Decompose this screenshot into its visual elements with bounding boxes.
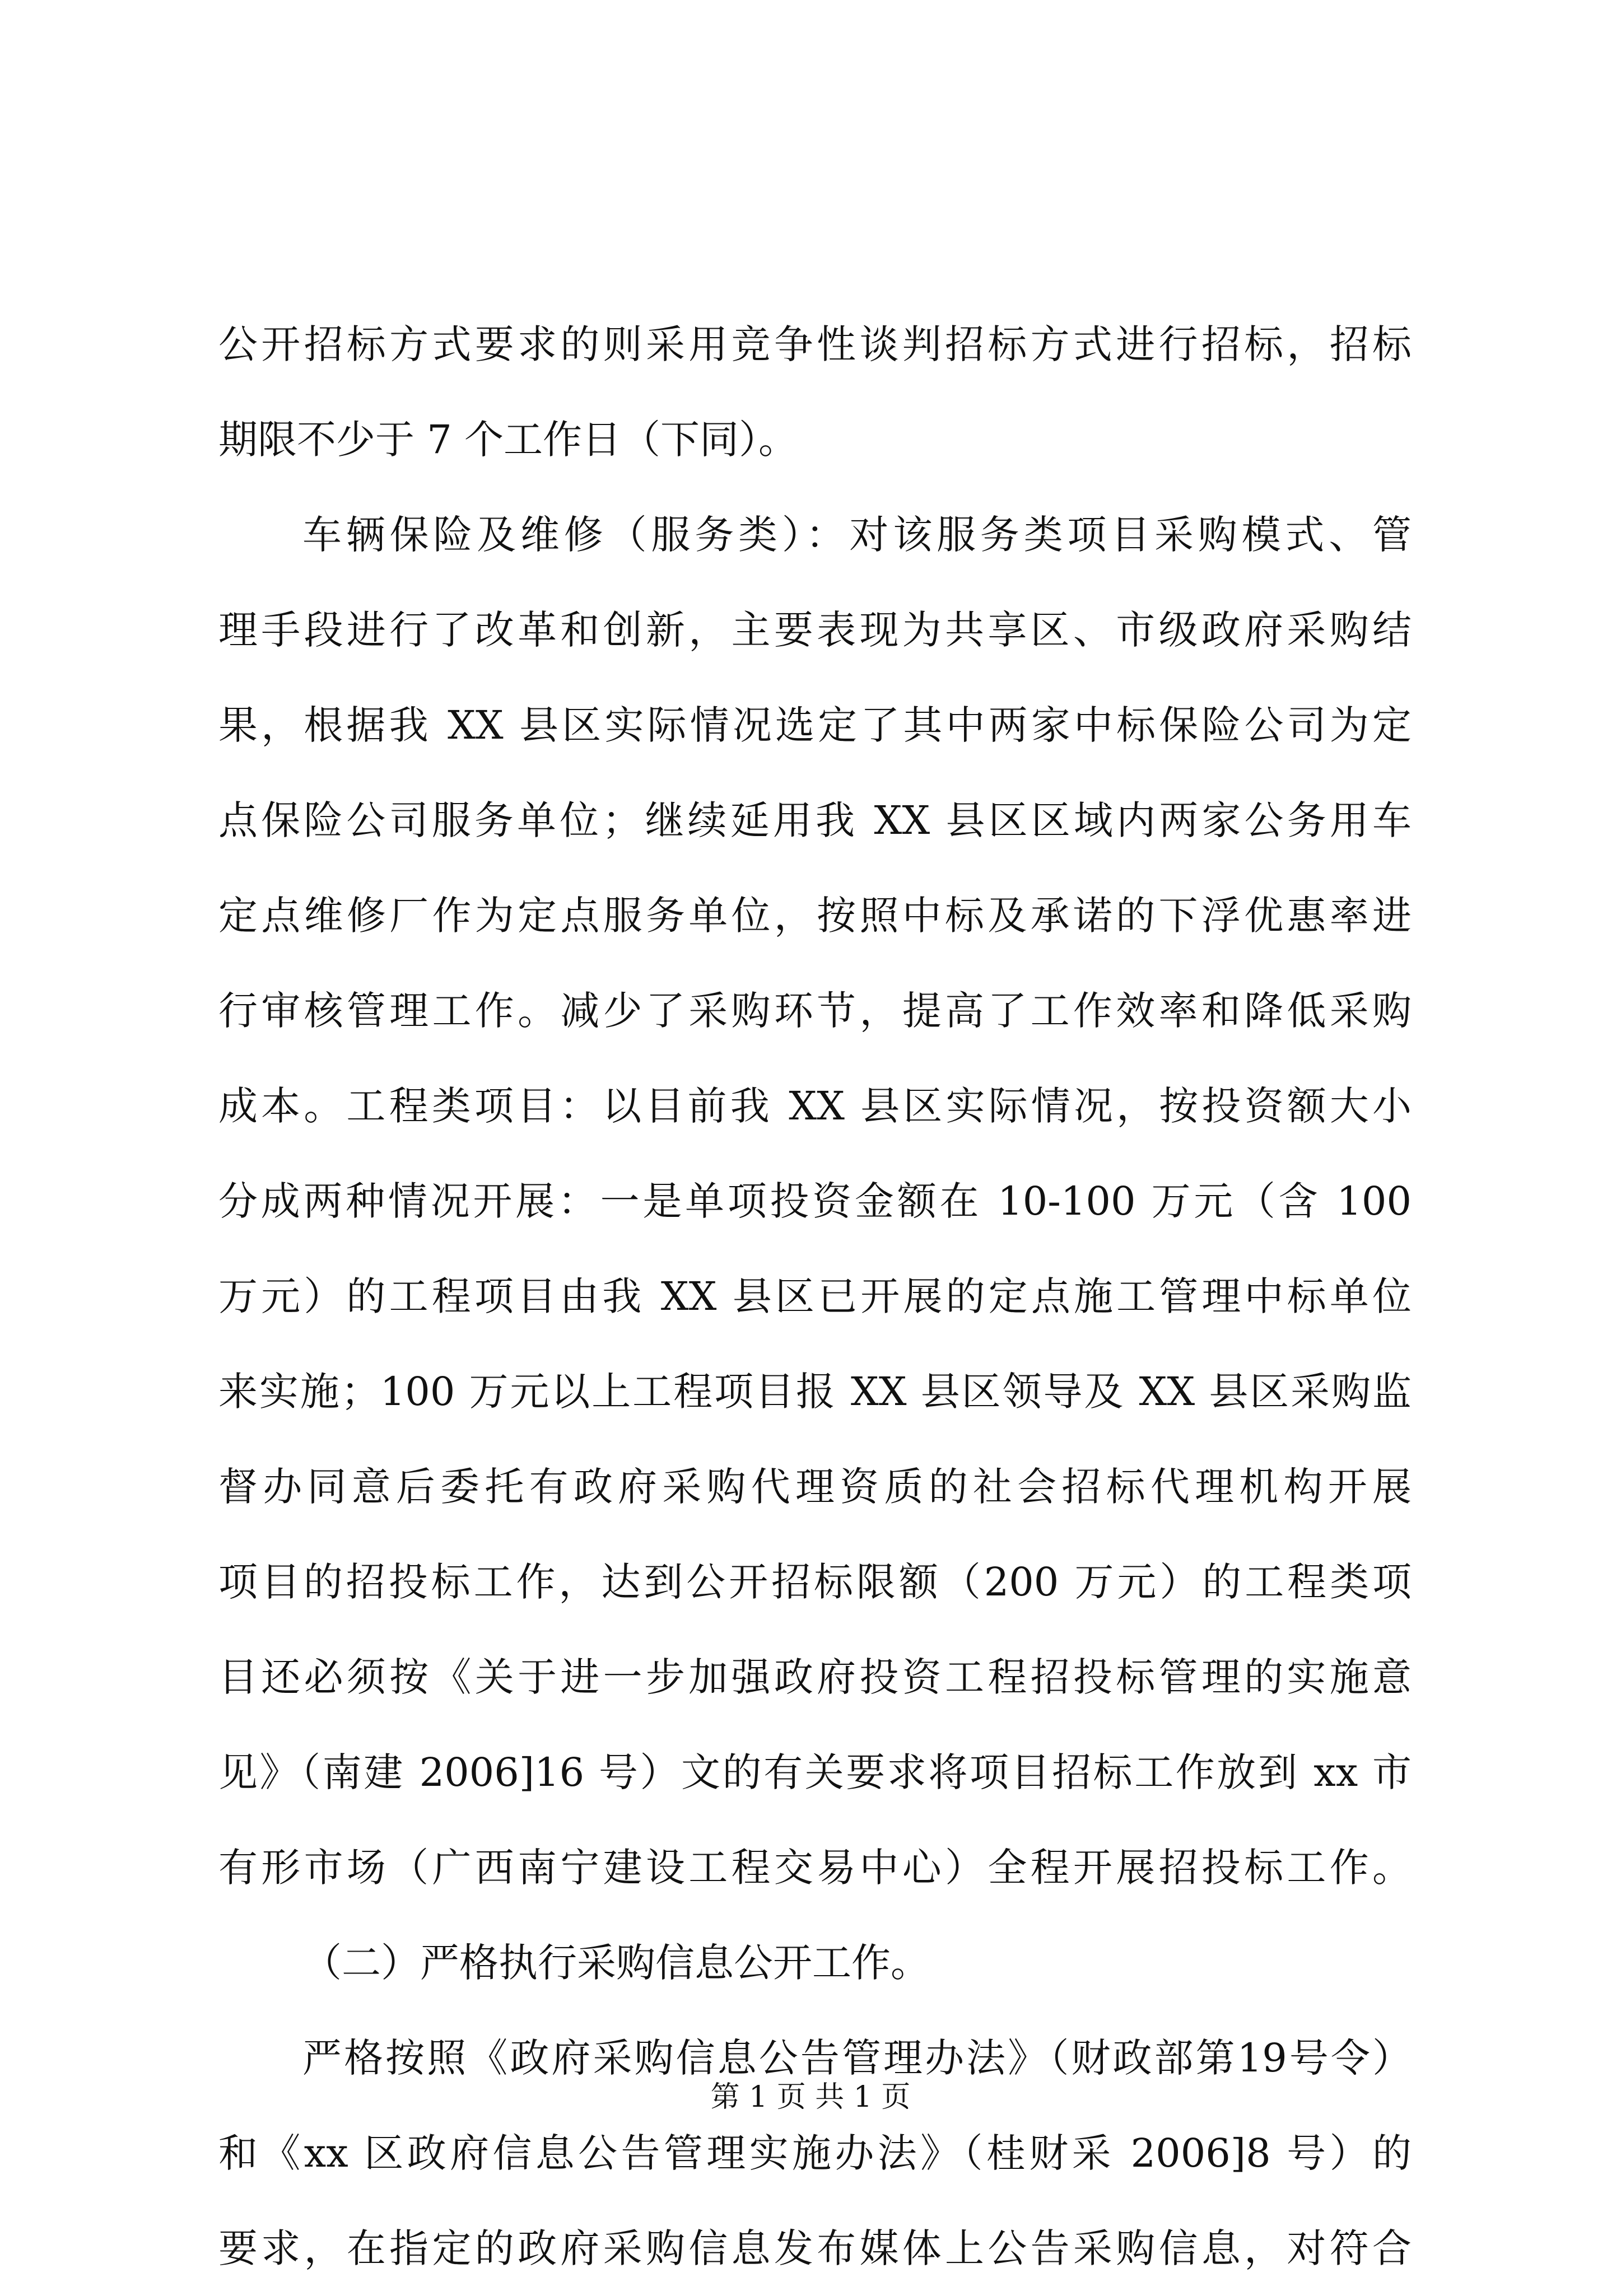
text-line: 有形市场（广西南宁建设工程交易中心）全程开展招投标工作。 (218, 1845, 1412, 1891)
text-line: 和《xx 区政府信息公告管理实施办法》（桂财采 2006]8 号）的 (218, 2130, 1412, 2176)
text-line: 公开招标方式要求的则采用竞争性谈判招标方式进行招标，招标 (218, 321, 1412, 367)
text-line: 督办同意后委托有政府采购代理资质的社会招标代理机构开展 (218, 1464, 1412, 1510)
text-line: 目还必须按《关于进一步加强政府投资工程招投标管理的实施意 (218, 1654, 1412, 1700)
text-line: （二）严格执行采购信息公开工作。 (302, 1940, 930, 1986)
text-line: 果，根据我 XX 县区实际情况选定了其中两家中标保险公司为定 (218, 702, 1412, 748)
text-line: 定点维修厂作为定点服务单位，按照中标及承诺的下浮优惠率进 (218, 893, 1412, 939)
text-line: 见》（南建 2006]16 号）文的有关要求将项目招标工作放到 xx 市 (218, 1749, 1412, 1795)
text-line: 要求，在指定的政府采购信息发布媒体上公告采购信息，对符合 (218, 2225, 1412, 2271)
text-line: 项目的招投标工作，达到公开招标限额（200 万元）的工程类项 (218, 1559, 1412, 1605)
body-text (218, 297, 1412, 2296)
page-footer: 第 1 页 共 1 页 (710, 2080, 911, 2114)
text-line: 万元）的工程项目由我 XX 县区已开展的定点施工管理中标单位 (218, 1273, 1412, 1319)
text-line: 成本。工程类项目：以目前我 XX 县区实际情况，按投资额大小 (218, 1083, 1412, 1129)
text-line: 理手段进行了改革和创新，主要表现为共享区、市级政府采购结 (218, 607, 1412, 653)
text-line: 车辆保险及维修（服务类）：对该服务类项目采购模式、管 (302, 512, 1412, 558)
text-line: 点保险公司服务单位；继续延用我 XX 县区区域内两家公务用车 (218, 797, 1412, 843)
text-line: 分成两种情况开展：一是单项投资金额在 10-100 万元（含 100 (218, 1178, 1412, 1224)
text-line: 来实施；100 万元以上工程项目报 XX 县区领导及 XX 县区采购监 (218, 1369, 1412, 1415)
text-line: 严格按照《政府采购信息公告管理办法》（财政部第19号令） (302, 2035, 1412, 2081)
text-line: 期限不少于 7 个工作日（下同）。 (218, 417, 798, 463)
text-line: 行审核管理工作。减少了采购环节，提高了工作效率和降低采购 (218, 988, 1412, 1034)
